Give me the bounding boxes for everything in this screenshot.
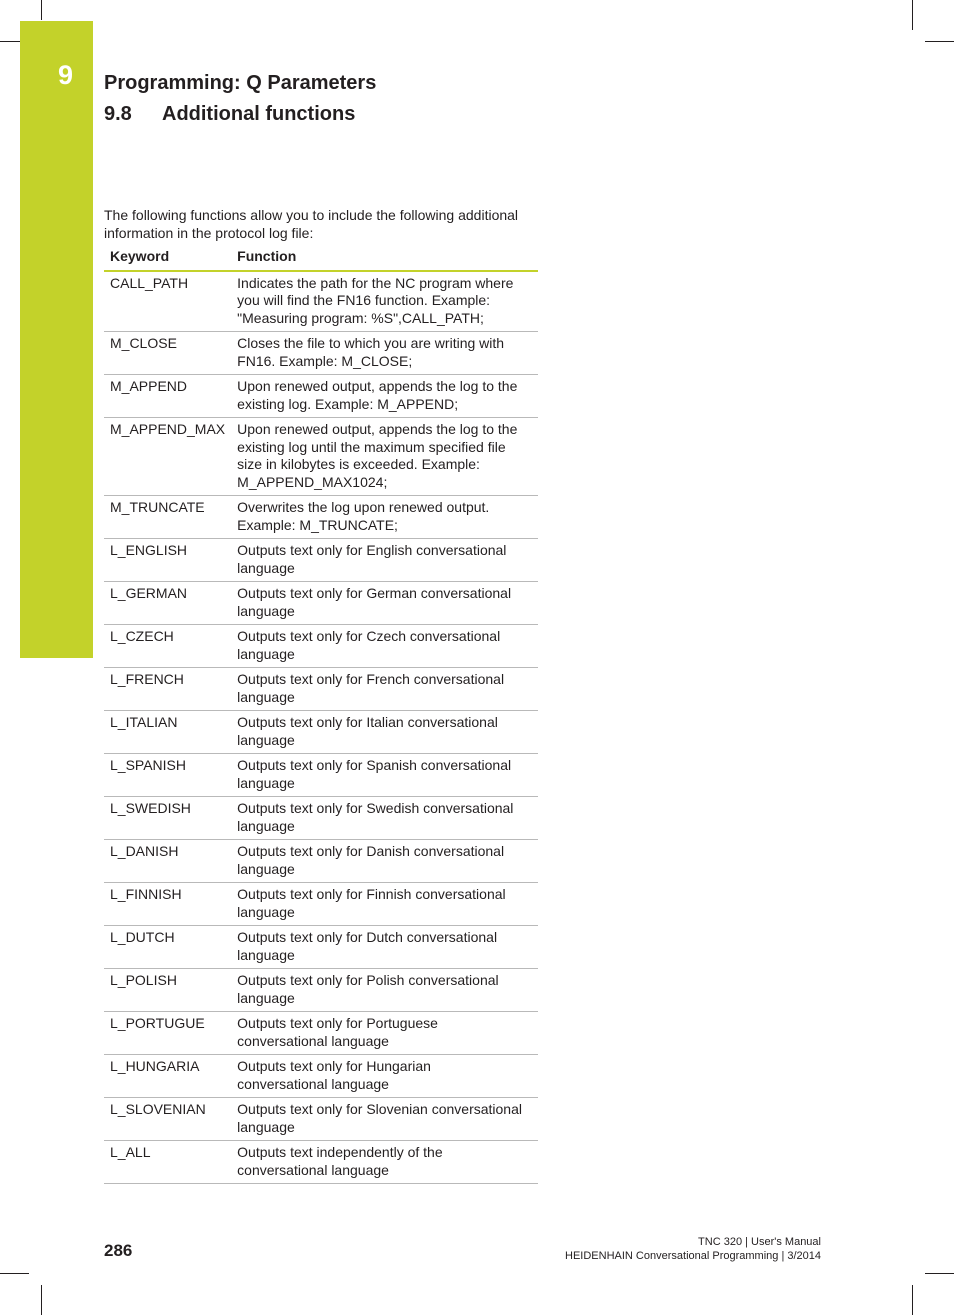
page-number: 286 bbox=[104, 1241, 133, 1260]
crop-mark bbox=[41, 0, 42, 20]
crop-mark bbox=[0, 1273, 29, 1274]
table-row bbox=[104, 582, 538, 625]
keyword-cell: L_POLISH bbox=[104, 969, 231, 1012]
table-row bbox=[104, 375, 538, 418]
function-cell: Outputs text only for Polish conversational language bbox=[231, 969, 538, 1012]
keyword-cell: L_SPANISH bbox=[104, 754, 231, 797]
crop-mark bbox=[912, 1285, 913, 1315]
function-cell: Upon renewed output, appends the log to the existing log. Example: M_APPEND; bbox=[231, 375, 538, 418]
keyword-cell: L_DANISH bbox=[104, 840, 231, 883]
page-footer bbox=[565, 1235, 821, 1263]
intro-paragraph: The following functions allow you to include the following additional information in the protocol log file: bbox=[104, 207, 519, 241]
function-cell: Outputs text only for Hungarian conversational language bbox=[231, 1055, 538, 1098]
table-row bbox=[104, 1141, 538, 1184]
table-row bbox=[104, 625, 538, 668]
function-cell: Outputs text only for French conversational language bbox=[231, 668, 538, 711]
function-cell: Outputs text only for Portuguese conversational language bbox=[231, 1012, 538, 1055]
function-cell: Outputs text only for Czech conversational language bbox=[231, 625, 538, 668]
table-row bbox=[104, 754, 538, 797]
table-row bbox=[104, 271, 538, 332]
keyword-cell: L_PORTUGUE bbox=[104, 1012, 231, 1055]
table-row bbox=[104, 711, 538, 754]
table-row bbox=[104, 1055, 538, 1098]
table-row bbox=[104, 1098, 538, 1141]
function-cell: Outputs text only for Danish conversational language bbox=[231, 840, 538, 883]
keyword-cell: L_ENGLISH bbox=[104, 539, 231, 582]
section-number: 9.8 bbox=[104, 103, 132, 125]
keyword-cell: L_GERMAN bbox=[104, 582, 231, 625]
chapter-title: Programming: Q Parameters bbox=[104, 72, 377, 94]
keyword-cell: M_CLOSE bbox=[104, 332, 231, 375]
section-title-text: Additional functions bbox=[162, 103, 356, 125]
table-row bbox=[104, 332, 538, 375]
keyword-cell: L_CZECH bbox=[104, 625, 231, 668]
function-cell: Outputs text only for Spanish conversational language bbox=[231, 754, 538, 797]
section-title bbox=[104, 103, 355, 126]
keyword-cell: L_ITALIAN bbox=[104, 711, 231, 754]
function-cell: Outputs text only for Slovenian conversational language bbox=[231, 1098, 538, 1141]
table-row bbox=[104, 539, 538, 582]
keyword-cell: M_APPEND bbox=[104, 375, 231, 418]
function-cell: Outputs text only for English conversational language bbox=[231, 539, 538, 582]
function-cell: Closes the file to which you are writing with FN16. Example: M_CLOSE; bbox=[231, 332, 538, 375]
footer-manual-title: TNC 320 | User's Manual bbox=[698, 1236, 821, 1248]
function-cell: Outputs text only for Swedish conversational language bbox=[231, 797, 538, 840]
keyword-cell: L_ALL bbox=[104, 1141, 231, 1184]
table-row bbox=[104, 418, 538, 496]
table-row bbox=[104, 496, 538, 539]
function-cell: Indicates the path for the NC program where you will find the FN16 function. Example: "Measuring program: %S",CALL_PATH; bbox=[231, 271, 538, 332]
crop-mark bbox=[925, 1273, 954, 1274]
crop-mark bbox=[41, 1285, 42, 1315]
column-header-function: Function bbox=[231, 248, 538, 271]
function-cell: Outputs text only for Finnish conversational language bbox=[231, 883, 538, 926]
function-cell: Outputs text only for Italian conversational language bbox=[231, 711, 538, 754]
crop-mark bbox=[0, 41, 20, 42]
keyword-cell: L_SLOVENIAN bbox=[104, 1098, 231, 1141]
keyword-cell: L_HUNGARIA bbox=[104, 1055, 231, 1098]
keyword-cell: M_TRUNCATE bbox=[104, 496, 231, 539]
keyword-cell: L_SWEDISH bbox=[104, 797, 231, 840]
footer-edition: HEIDENHAIN Conversational Programming | 3/2014 bbox=[565, 1250, 821, 1262]
function-cell: Outputs text only for German conversational language bbox=[231, 582, 538, 625]
keyword-table bbox=[104, 248, 538, 1184]
function-cell: Outputs text independently of the conversational language bbox=[231, 1141, 538, 1184]
table-row bbox=[104, 797, 538, 840]
keyword-cell: CALL_PATH bbox=[104, 271, 231, 332]
table-header-row bbox=[104, 248, 538, 271]
column-header-keyword: Keyword bbox=[104, 248, 231, 271]
table-row bbox=[104, 668, 538, 711]
keyword-cell: L_DUTCH bbox=[104, 926, 231, 969]
function-cell: Overwrites the log upon renewed output. Example: M_TRUNCATE; bbox=[231, 496, 538, 539]
keyword-cell: M_APPEND_MAX bbox=[104, 418, 231, 496]
crop-mark bbox=[912, 0, 913, 30]
table-row bbox=[104, 1012, 538, 1055]
function-cell: Outputs text only for Dutch conversational language bbox=[231, 926, 538, 969]
chapter-number: 9 bbox=[57, 60, 74, 90]
table-row bbox=[104, 969, 538, 1012]
table-row bbox=[104, 840, 538, 883]
chapter-side-tab bbox=[20, 21, 93, 658]
function-cell: Upon renewed output, appends the log to the existing log until the maximum specified file size in kilobytes is exceeded. Example: M_APPEND_MAX1024; bbox=[231, 418, 538, 496]
keyword-cell: L_FINNISH bbox=[104, 883, 231, 926]
keyword-cell: L_FRENCH bbox=[104, 668, 231, 711]
table-row bbox=[104, 883, 538, 926]
crop-mark bbox=[925, 41, 954, 42]
table-row bbox=[104, 926, 538, 969]
